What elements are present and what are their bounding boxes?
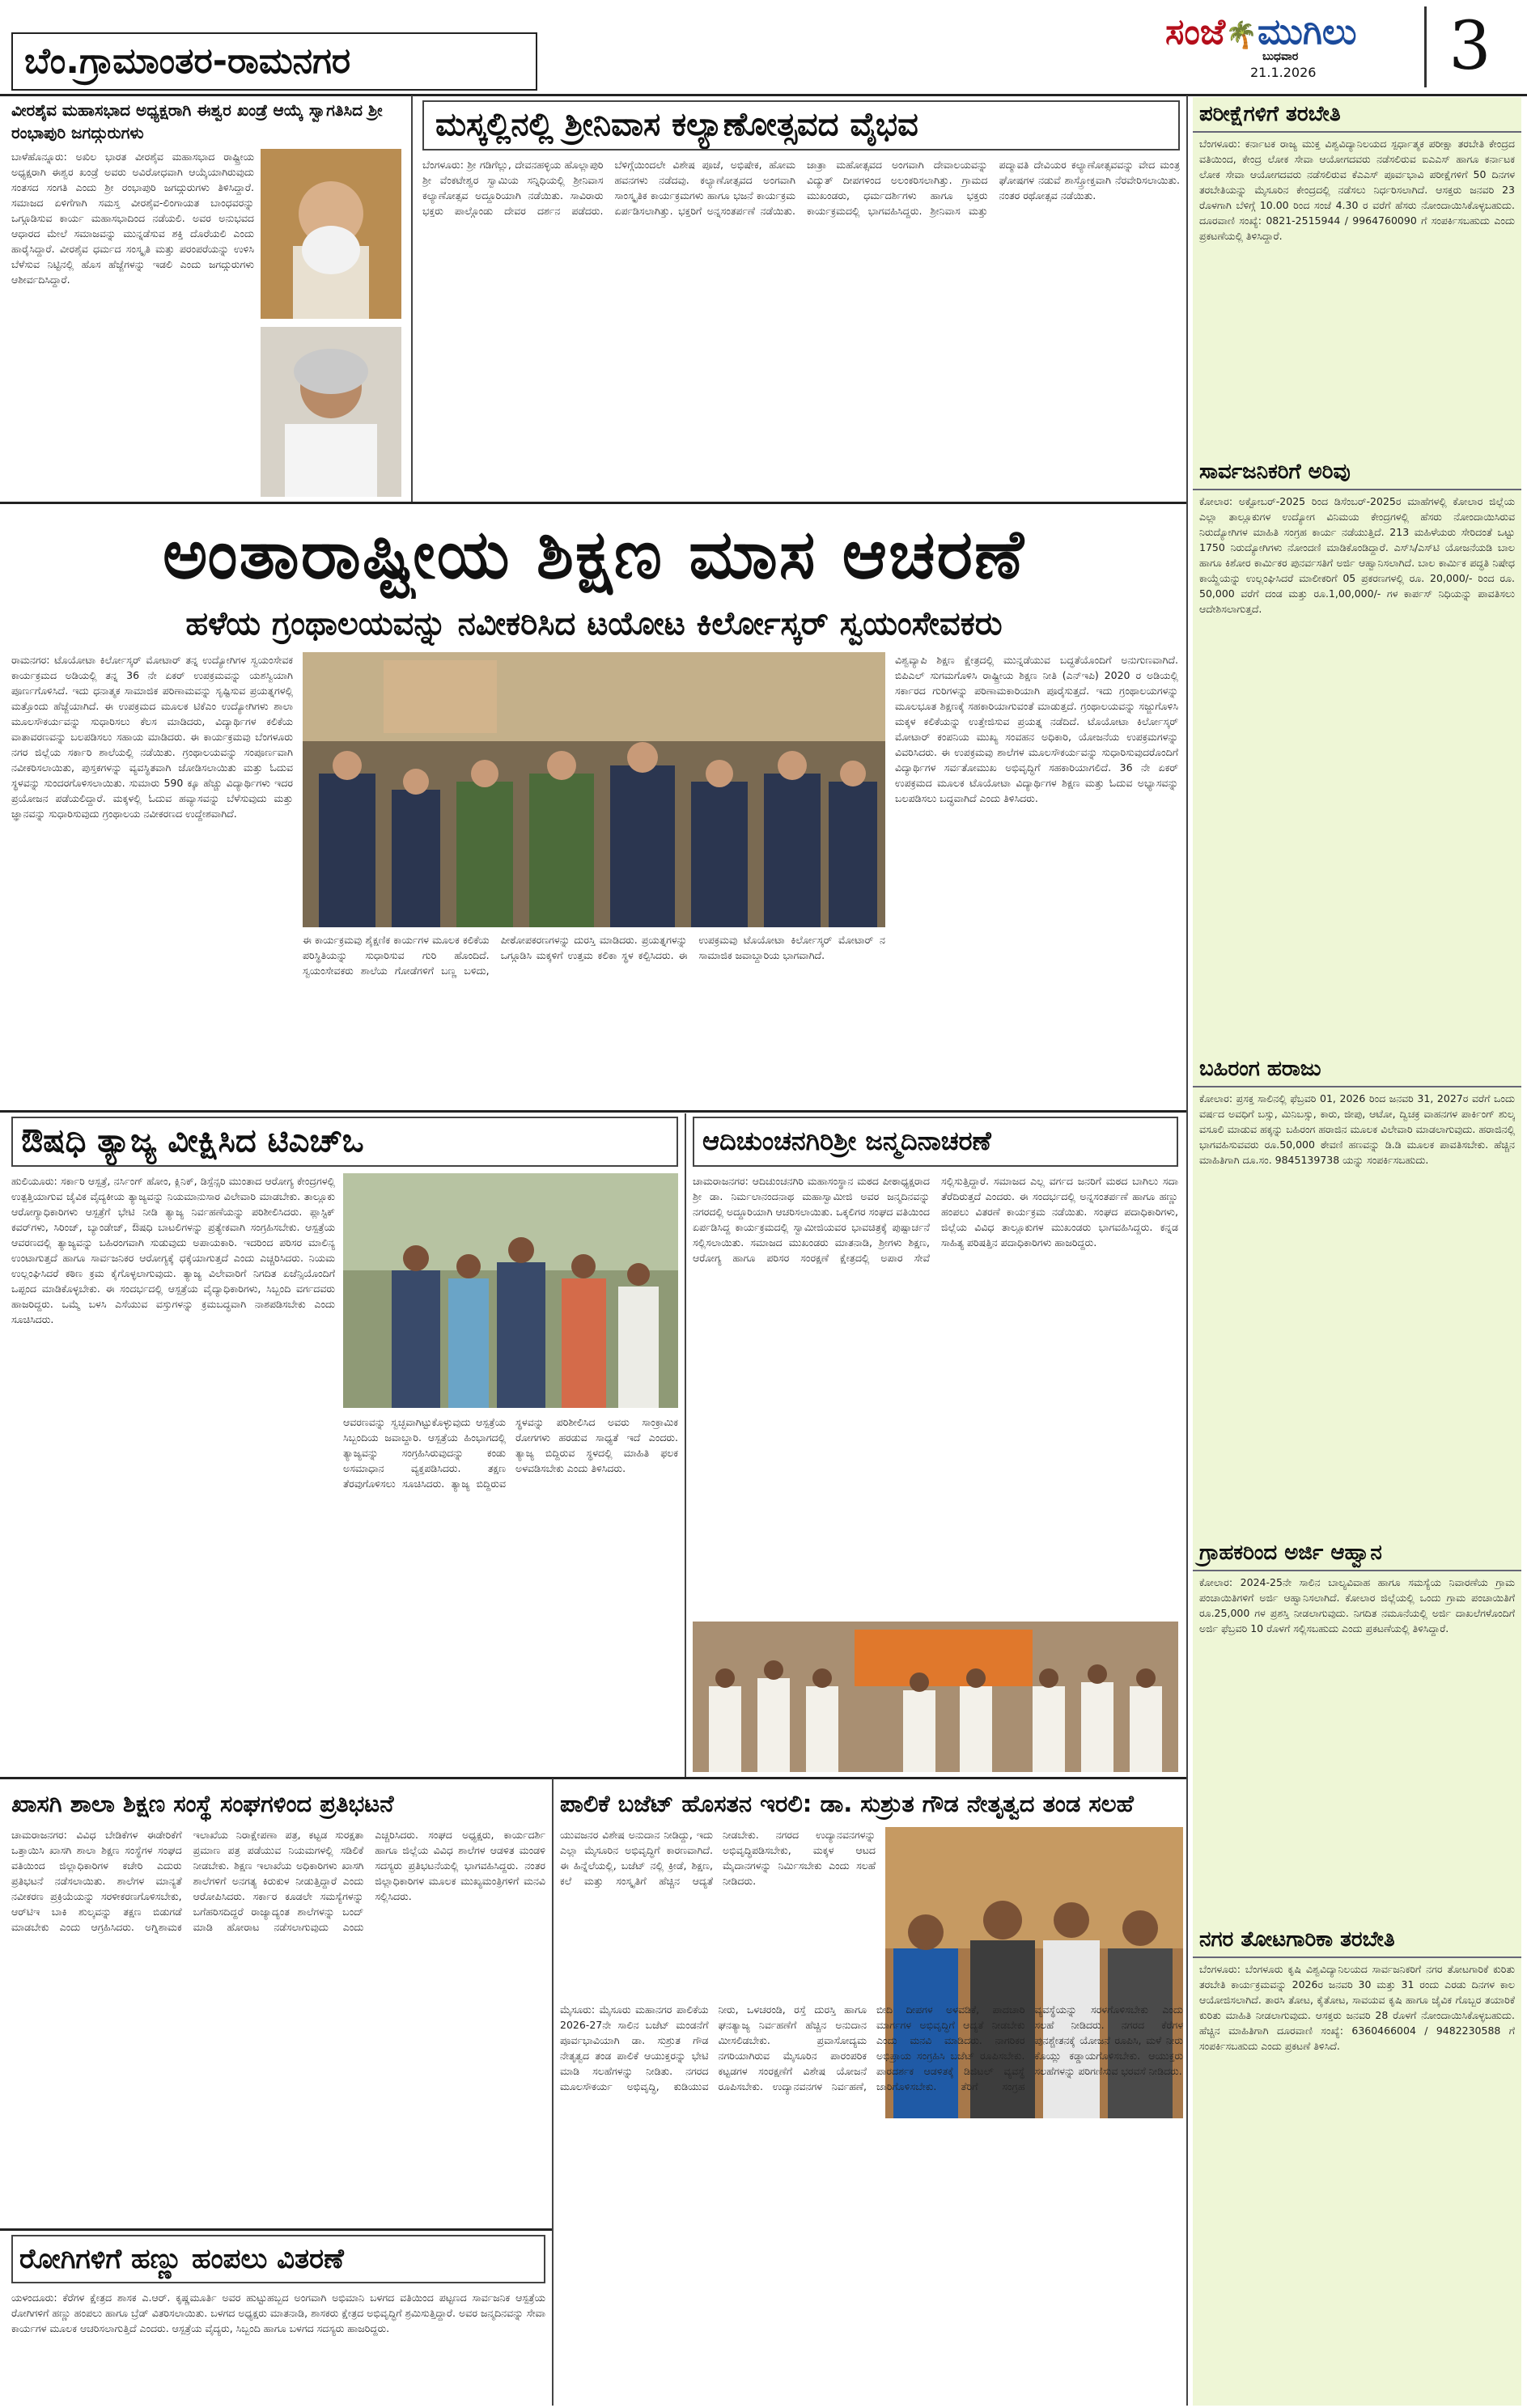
issue-day: ಬುಧವಾರ xyxy=(1262,50,1299,63)
main-body-right: ವಿಶ್ವವ್ಯಾಪಿ ಶಿಕ್ಷಣ ಕ್ಷೇತ್ರದಲ್ಲಿ ಮುನ್ನಡೆಯುವ ಬದ್ಧತೆಯೊಂದಿಗೆ ಅನುಗುಣವಾಗಿದೆ. ಬಿಪಿಎಲ್ ಸುಗಮಗೊಳಿಸಿ ರಾಷ್ಟ್ರೀಯ ಶಿಕ್ಷಣ ನೀತಿ (ಎನ್‌ಇಪಿ) 2020 ರ ಅಡಿಯಲ್ಲಿ ಸರ್ಕಾರದ ಗುರಿಗಳನ್ನು ಪರಿಣಾಮಕಾರಿಯಾಗಿ ಪೂರೈಸುತ್ತದೆ. ಇದು ಗ್ರಂಥಾಲಯಗಳನ್ನು ಮೂಲಭೂತ ಶಿಕ್ಷಣಕ್ಕೆ ಸಹಕಾರಿಯಾಗುವಂತೆ ಮಾಡುತ್ತದೆ. ಗ್ರಂಥಾಲಯವನ್ನು ಸಜ್ಜುಗೊಳಿಸಿ ಮಕ್ಕಳ ಕಲಿಕೆಯನ್ನು ಉತ್ತೇಜಿಸುವ ಪ್ರಯತ್ನ ನಡೆದಿದೆ. ಟೊಯೋಟಾ ಕಿರ್ಲೋಸ್ಕರ್ ಮೋಟಾರ್ ಕಂಪನಿಯ ಮುಖ್ಯ ಸಂವಹನ ಅಧಿಕಾರಿ, ಯೋಜನೆಯ ಉಪಕ್ರಮಗಳನ್ನು ವಿವರಿಸಿದರು. ಈ ಉಪಕ್ರಮವು ಶಾಲೆಗಳ ಮೂಲಸೌಕರ್ಯವನ್ನು ಸುಧಾರಿಸುವುದರೊಂದಿಗೆ ವಿದ್ಯಾರ್ಥಿಗಳ ಸರ್ವತೋಮುಖ ಅಭಿವೃದ್ಧಿಗೆ ಸಹಕಾರಿಯಾಗಲಿದೆ. 36 ನೇ ಏಕರ್ ಉಪಕ್ರಮದ ಮೂಲಕ ಟೊಯೋಟಾ ವಿದ್ಯಾರ್ಥಿಗಳ ಶಿಕ್ಷಣ ಮತ್ತು ಓದುವ ಅಭ್ಯಾಸವನ್ನು ಬಲಪಡಿಸಲು ಬದ್ಧವಾಗಿದೆ ಎಂದು ತಿಳಿಸಿದರು. xyxy=(895,654,1178,804)
main-headline: ಅಂತಾರಾಷ್ಟ್ರೀಯ ಶಿಕ್ಷಣ ಮಾಸ ಆಚರಣೆ xyxy=(162,515,1026,594)
fruits-body: ಯಳಂದೂರು: ಕೆರೆಗಳ ಕ್ಷೇತ್ರದ ಶಾಸಕ ಎ.ಆರ್. ಕೃಷ್ಣಮೂರ್ತಿ ಅವರ ಹುಟ್ಟುಹಬ್ಬದ ಅಂಗವಾಗಿ ಅಭಿಮಾನಿ ಬಳಗದ ವತಿಯಿಂದ ಪಟ್ಟಣದ ಸಾರ್ವಜನಿಕ ಆಸ್ಪತ್ರೆಯ ರೋಗಿಗಳಿಗೆ ಹಣ್ಣು ಹಂಪಲು ಹಾಗೂ ಬ್ರೆಡ್ ವಿತರಿಸಲಾಯಿತು. ಬಳಗದ ಅಧ್ಯಕ್ಷರು ಮಾತನಾಡಿ, ಶಾಸಕರು ಕ್ಷೇತ್ರದ ಅಭಿವೃದ್ಧಿಗೆ ಶ್ರಮಿಸುತ್ತಿದ್ದಾರೆ. ಅವರ ಜನ್ಮದಿನವನ್ನು ಸೇವಾ ಕಾರ್ಯಗಳ ಮೂಲಕ ಆಚರಿಸಲಾಗುತ್ತಿದೆ ಎಂದರು. ಆಸ್ಪತ್ರೆಯ ವೈದ್ಯರು, ಸಿಬ್ಬಂದಿ ಹಾಗೂ ಬಳಗದ ಸದಸ್ಯರು ಹಾಜರಿದ್ದರು. xyxy=(11,2291,545,2334)
students-group-photo xyxy=(303,652,885,927)
section-rule xyxy=(0,1777,1186,1779)
auction-heading: ಬಹಿರಂಗ ಹರಾಜು xyxy=(1193,1055,1521,1087)
fruits-headline: ರೋಗಿಗಳಿಗೆ ಹಣ್ಣು ಹಂಪಲು ವಿತರಣೆ xyxy=(11,2235,545,2283)
header-rule xyxy=(0,94,1527,96)
budget-body: ಮೈಸೂರು: ಮೈಸೂರು ಮಹಾನಗರ ಪಾಲಿಕೆಯ 2026-27ನೇ ಸಾಲಿನ ಬಜೆಟ್ ಮಂಡನೆಗೆ ಪೂರ್ವಭಾವಿಯಾಗಿ ಡಾ. ಸುಶ್ರುತ ಗೌಡ ನೇತೃತ್ವದ ತಂಡ ಪಾಲಿಕೆ ಆಯುಕ್ತರನ್ನು ಭೇಟಿ ಮಾಡಿ ಸಲಹೆಗಳನ್ನು ನೀಡಿತು. ನಗರದ ಮೂಲಸೌಕರ್ಯ ಅಭಿವೃದ್ಧಿ, ಕುಡಿಯುವ ನೀರು, ಒಳಚರಂಡಿ, ರಸ್ತೆ ದುರಸ್ತಿ ಹಾಗೂ ಘನತ್ಯಾಜ್ಯ ನಿರ್ವಹಣೆಗೆ ಹೆಚ್ಚಿನ ಅನುದಾನ ಮೀಸಲಿಡಬೇಕು. ಪ್ರವಾಸೋದ್ಯಮ ನಗರಿಯಾಗಿರುವ ಮೈಸೂರಿನ ಪಾರಂಪರಿಕ ಕಟ್ಟಡಗಳ ಸಂರಕ್ಷಣೆಗೆ ವಿಶೇಷ ಯೋಜನೆ ರೂಪಿಸಬೇಕು. ಉದ್ಯಾನವನಗಳ ನಿರ್ವಹಣೆ, ಬೀದಿ ದೀಪಗಳ ಅಳವಡಿಕೆ, ಪಾದಚಾರಿ ಮಾರ್ಗಗಳ ಅಭಿವೃದ್ಧಿಗೆ ಆದ್ಯತೆ ನೀಡಬೇಕು ಎಂದು ಮನವಿ ಮಾಡಿದರು. ನಾಗರಿಕರ ಅಭಿಪ್ರಾಯ ಸಂಗ್ರಹಿಸಿ ಬಜೆಟ್ ರೂಪಿಸಬೇಕು. ಪಾರದರ್ಶಕ ಆಡಳಿತಕ್ಕೆ ಡಿಜಿಟಲ್ ವ್ಯವಸ್ಥೆ ಜಾರಿಗೊಳಿಸಬೇಕು. ತೆರಿಗೆ ಸಂಗ್ರಹ ವ್ಯವಸ್ಥೆಯನ್ನು ಸರಳಗೊಳಿಸಬೇಕು ಎಂದು ಸಲಹೆ ನೀಡಿದರು. ನಗರದ ಕೆರೆಗಳ ಪುನಶ್ಚೇತನಕ್ಕೆ ಯೋಜನೆ ರೂಪಿಸಿ, ಮಳೆ ನೀರು ಕೊಯ್ಲು ಕಡ್ಡಾಯಗೊಳಿಸಬೇಕು. ಆಯುಕ್ತರು ಸಲಹೆಗಳನ್ನು ಪರಿಗಣಿಸುವ ಭರವಸೆ ನೀಡಿದರು. xyxy=(560,2003,1183,2092)
horticulture-heading: ನಗರ ತೋಟಗಾರಿಕಾ ತರಬೇತಿ xyxy=(1193,1926,1521,1958)
training-body: ಬೆಂಗಳೂರು: ಕರ್ನಾಟಕ ರಾಜ್ಯ ಮುಕ್ತ ವಿಶ್ವವಿದ್ಯಾನಿಲಯದ ಸ್ಪರ್ಧಾತ್ಮಕ ಪರೀಕ್ಷಾ ತರಬೇತಿ ಕೇಂದ್ರದ ವತಿಯಿಂದ, ಕೇಂದ್ರ ಲೋಕ ಸೇವಾ ಆಯೋಗದವರು ನಡೆಸಲಿರುವ ಐಎಎಸ್ ಹಾಗೂ ಕರ್ನಾಟಕ ಲೋಕ ಸೇವಾ ಆಯೋಗದವರು ನಡೆಸಲಿರುವ ಕೆಎಎಸ್ ಪೂರ್ವಭಾವಿ ಪರೀಕ್ಷೆಗಳಿಗೆ 50 ದಿನಗಳ ತರಬೇತಿಯನ್ನು ಮೈಸೂರಿನ ಕೇಂದ್ರದಲ್ಲಿ ನಡೆಸಲು ನಿರ್ಧರಿಸಲಾಗಿದೆ. ಆಸಕ್ತರು ಜನವರಿ 23 ರೊಳಗಾಗಿ ಬೆಳಿಗ್ಗೆ 10.00 ರಿಂದ ಸಂಜೆ 4.30 ರ ವರೆಗೆ ಹೆಸರು ನೋಂದಾಯಿಸಿಕೊಳ್ಳಬಹುದು. ದೂರವಾಣಿ ಸಂಖ್ಯೆ: 0821-2515944 / 9964760090 ಗೆ ಸಂಪರ್ಕಿಸಬಹುದು ಎಂದು ಪ್ರಕಟಣೆಯಲ್ಲಿ ತಿಳಿಸಿದ್ದಾರೆ. xyxy=(1199,138,1515,242)
logo-part1: ಸಂಜೆ xyxy=(1165,11,1226,53)
main-body-bottom: ಈ ಕಾರ್ಯಕ್ರಮವು ಶೈಕ್ಷಣಿಕ ಕಾರ್ಯಗಳ ಮೂಲಕ ಕಲಿಕೆಯ ಪರಿಸ್ಥಿತಿಯನ್ನು ಸುಧಾರಿಸುವ ಗುರಿ ಹೊಂದಿದೆ. ಸ್ವಯಂಸೇವಕರು ಶಾಲೆಯ ಗೋಡೆಗಳಿಗೆ ಬಣ್ಣ ಬಳಿದು, ಪೀಠೋಪಕರಣಗಳನ್ನು ದುರಸ್ತಿ ಮಾಡಿದರು. ಪ್ರಯತ್ನಗಳನ್ನು ಒಗ್ಗೂಡಿಸಿ ಮಕ್ಕಳಿಗೆ ಉತ್ತಮ ಕಲಿಕಾ ಸ್ಥಳ ಕಲ್ಪಿಸಿದರು. ಈ ಉಪಕ್ರಮವು ಟೊಯೋಟಾ ಕಿರ್ಲೋಸ್ಕರ್ ಮೋಟಾರ್ ನ ಸಾಮಾಜಿಕ ಜವಾಬ್ದಾರಿಯ ಭಾಗವಾಗಿದೆ. xyxy=(303,934,885,977)
logo-part2: ಮುಗಿಲು xyxy=(1258,11,1357,53)
tho-body: ಹುಲಿಯೂರು: ಸರ್ಕಾರಿ ಆಸ್ಪತ್ರೆ, ನರ್ಸಿಂಗ್ ಹೋಂ, ಕ್ಲಿನಿಕ್, ಡಿಸ್ಪೆನ್ಸರಿ ಮುಂತಾದ ಆರೋಗ್ಯ ಕೇಂದ್ರಗಳಲ್ಲಿ ಉತ್ಪತ್ತಿಯಾಗುವ ಜೈವಿಕ ವೈದ್ಯಕೀಯ ತ್ಯಾಜ್ಯವನ್ನು ನಿಯಮಾನುಸಾರ ವಿಲೇವಾರಿ ಮಾಡಬೇಕು. ತಾಲ್ಲೂಕು ಆರೋಗ್ಯಾಧಿಕಾರಿಗಳು ಆಸ್ಪತ್ರೆಗೆ ಭೇಟಿ ನೀಡಿ ತ್ಯಾಜ್ಯ ನಿರ್ವಹಣೆಯನ್ನು ಪರಿಶೀಲಿಸಿದರು. ಪ್ಲಾಸ್ಟಿಕ್ ಕವರ್‌ಗಳು, ಸಿರಿಂಜ್, ಬ್ಯಾಂಡೇಜ್, ಔಷಧಿ ಬಾಟಲಿಗಳನ್ನು ಪ್ರತ್ಯೇಕವಾಗಿ ಸಂಗ್ರಹಿಸಬೇಕು. ಆಸ್ಪತ್ರೆಯ ಆವರಣದಲ್ಲಿ ತ್ಯಾಜ್ಯವನ್ನು ಬಹಿರಂಗವಾಗಿ ಸುಡುವುದು ಅಪಾಯಕಾರಿ. ಇದರಿಂದ ಪರಿಸರ ಮಾಲಿನ್ಯ ಉಂಟಾಗುತ್ತದೆ ಹಾಗೂ ಸಾರ್ವಜನಿಕರ ಆರೋಗ್ಯಕ್ಕೆ ಧಕ್ಕೆಯಾಗುತ್ತದೆ ಎಂದು ಎಚ್ಚರಿಸಿದರು. ನಿಯಮ ಉಲ್ಲಂಘಿಸಿದರೆ ಕಠಿಣ ಕ್ರಮ ಕೈಗೊಳ್ಳಲಾಗುವುದು. ತ್ಯಾಜ್ಯ ವಿಲೇವಾರಿಗೆ ನಿಗದಿತ ಏಜೆನ್ಸಿಯೊಂದಿಗೆ ಒಪ್ಪಂದ ಮಾಡಿಕೊಳ್ಳಬೇಕು. ಈ ಸಂದರ್ಭದಲ್ಲಿ ಆಸ್ಪತ್ರೆಯ ವೈದ್ಯಾಧಿಕಾರಿಗಳು, ಸಿಬ್ಬಂದಿ ವರ್ಗದವರು ಹಾಜರಿದ್ದರು. ಒಮ್ಮೆ ಬಳಸಿ ಎಸೆಯುವ ವಸ್ತುಗಳನ್ನು ಕ್ರಮಬದ್ಧವಾಗಿ ನಾಶಪಡಿಸಬೇಕು ಎಂದು ಸೂಚಿಸಿದರು. xyxy=(11,1175,335,1325)
column-divider xyxy=(552,1778,554,2406)
srinivasa-headline: ಮಸ್ಕಲ್ಲಿನಲ್ಲಿ ಶ್ರೀನಿವಾಸ ಕಲ್ಯಾಣೋತ್ಸವದ ವೈಭವ xyxy=(422,100,1180,150)
adichunchanagiri-body: ಚಾಮರಾಜನಗರ: ಆದಿಚುಂಚನಗಿರಿ ಮಹಾಸಂಸ್ಥಾನ ಮಠದ ಪೀಠಾಧ್ಯಕ್ಷರಾದ ಶ್ರೀ ಡಾ. ನಿರ್ಮಲಾನಂದನಾಥ ಮಹಾಸ್ವಾಮೀಜಿ ಅವರ ಜನ್ಮದಿನವನ್ನು ನಗರದಲ್ಲಿ ಅದ್ದೂರಿಯಾಗಿ ಆಚರಿಸಲಾಯಿತು. ಒಕ್ಕಲಿಗರ ಸಂಘದ ವತಿಯಿಂದ ಏರ್ಪಡಿಸಿದ್ದ ಕಾರ್ಯಕ್ರಮದಲ್ಲಿ ಸ್ವಾಮೀಜಿಯವರ ಭಾವಚಿತ್ರಕ್ಕೆ ಪುಷ್ಪಾರ್ಚನೆ ಸಲ್ಲಿಸಲಾಯಿತು. ಸಮಾಜದ ಮುಖಂಡರು ಮಾತನಾಡಿ, ಶ್ರೀಗಳು ಶಿಕ್ಷಣ, ಆರೋಗ್ಯ ಹಾಗೂ ಪರಿಸರ ಸಂರಕ್ಷಣೆ ಕ್ಷೇತ್ರದಲ್ಲಿ ಅಪಾರ ಸೇವೆ ಸಲ್ಲಿಸುತ್ತಿದ್ದಾರೆ. ಸಮಾಜದ ಎಲ್ಲ ವರ್ಗದ ಜನರಿಗೆ ಮಠದ ಬಾಗಿಲು ಸದಾ ತೆರೆದಿರುತ್ತದೆ ಎಂದರು. ಈ ಸಂದರ್ಭದಲ್ಲಿ ಅನ್ನಸಂತರ್ಪಣೆ ಹಾಗೂ ಹಣ್ಣು ಹಂಪಲು ವಿತರಣೆ ಕಾರ್ಯಕ್ರಮ ನಡೆಯಿತು. ಸಂಘದ ಪದಾಧಿಕಾರಿಗಳು, ಜಿಲ್ಲೆಯ ವಿವಿಧ ತಾಲ್ಲೂಕುಗಳ ಮುಖಂಡರು ಭಾಗವಹಿಸಿದ್ದರು. ಕನ್ನಡ ಸಾಹಿತ್ಯ ಪರಿಷತ್ತಿನ ಪದಾಧಿಕಾರಿಗಳು ಹಾಜರಿದ್ದರು. xyxy=(693,1175,1178,1264)
horticulture-body: ಬೆಂಗಳೂರು: ಬೆಂಗಳೂರು ಕೃಷಿ ವಿಶ್ವವಿದ್ಯಾನಿಲಯದ ಸಾರ್ವಜನಿಕರಿಗೆ ನಗರ ತೋಟಗಾರಿಕೆ ಕುರಿತು ತರಬೇತಿ ಕಾರ್ಯಕ್ರಮವನ್ನು 2026ರ ಜನವರಿ 30 ಮತ್ತು 31 ರಂದು ಎರಡು ದಿನಗಳ ಕಾಲ ಆಯೋಜಿಸಲಾಗಿದೆ. ತಾರಸಿ ತೋಟ, ಕೈತೋಟ, ಸಾವಯವ ಕೃಷಿ ಹಾಗೂ ಜೈವಿಕ ಗೊಬ್ಬರ ತಯಾರಿಕೆ ಕುರಿತು ಮಾಹಿತಿ ನೀಡಲಾಗುವುದು. ಆಸಕ್ತರು ಜನವರಿ 28 ರೊಳಗೆ ನೋಂದಾಯಿಸಿಕೊಳ್ಳಬಹುದು. ಹೆಚ್ಚಿನ ಮಾಹಿತಿಗಾಗಿ ದೂರವಾಣಿ ಸಂಖ್ಯೆ: 6360466004 / 9482230588 ಗೆ ಸಂಪರ್ಕಿಸಬಹುದು ಎಂದು ಪ್ರಕಟಣೆ ತಿಳಿಸಿದೆ. xyxy=(1199,1963,1515,2052)
auction-body: ಕೋಲಾರ: ಪ್ರಸಕ್ತ ಸಾಲಿನಲ್ಲಿ ಫೆಬ್ರವರಿ 01, 2026 ರಿಂದ ಜನವರಿ 31, 2027ರ ವರೆಗೆ ಒಂದು ವರ್ಷದ ಅವಧಿಗೆ ಬಸ್ಸು, ಮಿನಿಬಸ್ಸು, ಕಾರು, ಜೀಪು, ಆಟೋ, ದ್ವಿಚಕ್ರ ವಾಹನಗಳ ಪಾರ್ಕಿಂಗ್ ಶುಲ್ಕ ವಸೂಲಿ ಮಾಡುವ ಹಕ್ಕನ್ನು ಬಹಿರಂಗ ಹರಾಜಿನ ಮೂಲಕ ವಿಲೇವಾರಿ ಮಾಡಲಾಗುವುದು. ಹರಾಜಿನಲ್ಲಿ ಭಾಗವಹಿಸುವವರು ರೂ.50,000 ಠೇವಣಿ ಹಣವನ್ನು ಡಿ.ಡಿ ಮೂಲಕ ಪಾವತಿಸಬೇಕು. ಹೆಚ್ಚಿನ ಮಾಹಿತಿಗಾಗಿ ದೂ.ಸಂ. 9845139738 ಯನ್ನು ಸಂಪರ್ಕಿಸಬಹುದು. xyxy=(1199,1092,1515,1166)
tho-body-2: ಆವರಣವನ್ನು ಸ್ವಚ್ಛವಾಗಿಟ್ಟುಕೊಳ್ಳುವುದು ಆಸ್ಪತ್ರೆಯ ಸಿಬ್ಬಂದಿಯ ಜವಾಬ್ದಾರಿ. ಆಸ್ಪತ್ರೆಯ ಹಿಂಭಾಗದಲ್ಲಿ ತ್ಯಾಜ್ಯವನ್ನು ಸಂಗ್ರಹಿಸಿರುವುದನ್ನು ಕಂಡು ಅಸಮಾಧಾನ ವ್ಯಕ್ತಪಡಿಸಿದರು. ತಕ್ಷಣ ತೆರವುಗೊಳಿಸಲು ಸೂಚಿಸಿದರು. ತ್ಯಾಜ್ಯ ಬಿದ್ದಿರುವ ಸ್ಥಳವನ್ನು ಪರಿಶೀಲಿಸಿದ ಅವರು ಸಾಂಕ್ರಾಮಿಕ ರೋಗಗಳು ಹರಡುವ ಸಾಧ್ಯತೆ ಇದೆ ಎಂದರು. ತ್ಯಾಜ್ಯ ಬಿದ್ದಿರುವ ಸ್ಥಳದಲ್ಲಿ ಮಾಹಿತಿ ಫಲಕ ಅಳವಡಿಸಬೇಕು ಎಂದು ತಿಳಿಸಿದರು. xyxy=(343,1416,678,1490)
srinivasa-body: ಬೆಂಗಳೂರು: ಶ್ರೀ ಗಡಿಗೆಲ್ಲು, ದೇವನಹಳ್ಳಿಯ ಹೊಲ್ಲಾಪುರಿ ಶ್ರೀ ವೆಂಕಟೇಶ್ವರ ಸ್ವಾಮಿಯ ಸನ್ನಿಧಿಯಲ್ಲಿ ಶ್ರೀನಿವಾಸ ಕಲ್ಯಾಣೋತ್ಸವ ಅದ್ದೂರಿಯಾಗಿ ನಡೆಯಿತು. ಸಾವಿರಾರು ಭಕ್ತರು ಪಾಲ್ಗೊಂಡು ದೇವರ ದರ್ಶನ ಪಡೆದರು. ಬೆಳಿಗ್ಗೆಯಿಂದಲೇ ವಿಶೇಷ ಪೂಜೆ, ಅಭಿಷೇಕ, ಹೋಮ ಹವನಗಳು ನಡೆದವು. ಕಲ್ಯಾಣೋತ್ಸವದ ಅಂಗವಾಗಿ ಸಾಂಸ್ಕೃತಿಕ ಕಾರ್ಯಕ್ರಮಗಳು ಹಾಗೂ ಭಜನೆ ಕಾರ್ಯಕ್ರಮ ಏರ್ಪಡಿಸಲಾಗಿತ್ತು. ಭಕ್ತರಿಗೆ ಅನ್ನಸಂತರ್ಪಣೆ ನಡೆಯಿತು. ಜಾತ್ರಾ ಮಹೋತ್ಸವದ ಅಂಗವಾಗಿ ದೇವಾಲಯವನ್ನು ವಿದ್ಯುತ್ ದೀಪಗಳಿಂದ ಅಲಂಕರಿಸಲಾಗಿತ್ತು. ಗ್ರಾಮದ ಮುಖಂಡರು, ಧರ್ಮದರ್ಶಿಗಳು ಹಾಗೂ ಭಕ್ತರು ಕಾರ್ಯಕ್ರಮದಲ್ಲಿ ಭಾಗವಹಿಸಿದ್ದರು. ಶ್ರೀನಿವಾಸ ಮತ್ತು ಪದ್ಮಾವತಿ ದೇವಿಯರ ಕಲ್ಯಾಣೋತ್ಸವವನ್ನು ವೇದ ಮಂತ್ರ ಘೋಷಗಳ ನಡುವೆ ಶಾಸ್ತ್ರೋಕ್ತವಾಗಿ ನೆರವೇರಿಸಲಾಯಿತು. ನಂತರ ರಥೋತ್ಸವ ನಡೆಯಿತು. xyxy=(422,159,1180,217)
tho-headline: ಔಷಧಿ ತ್ಯಾಜ್ಯ ವೀಕ್ಷಿಸಿದ ಟಿಎಚ್ಒ xyxy=(11,1117,678,1167)
private-school-body: ಚಾಮರಾಜನಗರ: ವಿವಿಧ ಬೇಡಿಕೆಗಳ ಈಡೇರಿಕೆಗೆ ಒತ್ತಾಯಿಸಿ ಖಾಸಗಿ ಶಾಲಾ ಶಿಕ್ಷಣ ಸಂಸ್ಥೆಗಳ ಸಂಘದ ವತಿಯಿಂದ ಜಿಲ್ಲಾಧಿಕಾರಿಗಳ ಕಚೇರಿ ಎದುರು ಪ್ರತಿಭಟನೆ ನಡೆಸಲಾಯಿತು. ಶಾಲೆಗಳ ಮಾನ್ಯತೆ ನವೀಕರಣ ಪ್ರಕ್ರಿಯೆಯನ್ನು ಸರಳೀಕರಣಗೊಳಿಸಬೇಕು, ಆರ್‌ಟಿಇ ಬಾಕಿ ಶುಲ್ಕವನ್ನು ತಕ್ಷಣ ಬಿಡುಗಡೆ ಮಾಡಬೇಕು ಎಂದು ಆಗ್ರಹಿಸಿದರು. ಅಗ್ನಿಶಾಮಕ ಇಲಾಖೆಯ ನಿರಾಕ್ಷೇಪಣಾ ಪತ್ರ, ಕಟ್ಟಡ ಸುರಕ್ಷತಾ ಪ್ರಮಾಣ ಪತ್ರ ಪಡೆಯುವ ನಿಯಮಗಳಲ್ಲಿ ಸಡಿಲಿಕೆ ನೀಡಬೇಕು. ಶಿಕ್ಷಣ ಇಲಾಖೆಯ ಅಧಿಕಾರಿಗಳು ಖಾಸಗಿ ಶಾಲೆಗಳಿಗೆ ಅನಗತ್ಯ ಕಿರುಕುಳ ನೀಡುತ್ತಿದ್ದಾರೆ ಎಂದು ಆರೋಪಿಸಿದರು. ಸರ್ಕಾರ ಕೂಡಲೇ ಸಮಸ್ಯೆಗಳನ್ನು ಬಗೆಹರಿಸದಿದ್ದರೆ ರಾಜ್ಯಾದ್ಯಂತ ಶಾಲೆಗಳನ್ನು ಬಂದ್ ಮಾಡಿ ಹೋರಾಟ ನಡೆಸಲಾಗುವುದು ಎಂದು ಎಚ್ಚರಿಸಿದರು. ಸಂಘದ ಅಧ್ಯಕ್ಷರು, ಕಾರ್ಯದರ್ಶಿ ಹಾಗೂ ಜಿಲ್ಲೆಯ ವಿವಿಧ ಶಾಲೆಗಳ ಆಡಳಿತ ಮಂಡಳಿ ಸದಸ್ಯರು ಪ್ರತಿಭಟನೆಯಲ್ಲಿ ಭಾಗವಹಿಸಿದ್ದರು. ನಂತರ ಜಿಲ್ಲಾಧಿಕಾರಿಗಳ ಮೂಲಕ ಮುಖ್ಯಮಂತ್ರಿಗಳಿಗೆ ಮನವಿ ಸಲ್ಲಿಸಿದರು. xyxy=(11,1829,545,1933)
column-divider xyxy=(1186,95,1188,2406)
column-divider xyxy=(411,95,413,502)
logo-palm-icon: 🌴 xyxy=(1225,19,1258,50)
issue-date: 21.1.2026 xyxy=(1250,65,1317,80)
page-number: 3 xyxy=(1424,6,1513,87)
adichunchanagiri-headline: ಆದಿಚುಂಚನಗಿರಿಶ್ರೀ ಜನ್ಮದಿನಾಚರಣೆ xyxy=(693,1117,1178,1167)
notice-body: ಕೋಲಾರ: ಅಕ್ಟೋಬರ್-2025 ರಿಂದ ಡಿಸೆಂಬರ್-2025ರ ಮಾಹೆಗಳಲ್ಲಿ ಕೋಲಾರ ಜಿಲ್ಲೆಯ ಎಲ್ಲಾ ತಾಲ್ಲೂಕುಗಳ ಉದ್ಯೋಗ ವಿನಿಮಯ ಕೇಂದ್ರಗಳಲ್ಲಿ ಹೆಸರು ನೋಂದಾಯಿಸಿರುವ ನಿರುದ್ಯೋಗಿಗಳ ಮಾಹಿತಿ ಸಂಗ್ರಹ ಕಾರ್ಯ ನಡೆಯುತ್ತಿದೆ. 213 ಮಹಿಳೆಯರು ಸೇರಿದಂತೆ ಒಟ್ಟು 1750 ನಿರುದ್ಯೋಗಿಗಳು ನೋಂದಣಿ ಮಾಡಿಕೊಂಡಿದ್ದಾರೆ. ಎಸ್‌ಸಿ/ಎಸ್‌ಟಿ ಯೋಜನೆಯಡಿ ಬಾಲ ಹಾಗೂ ಕಿಶೋರ ಕಾರ್ಮಿಕರ ಪುನರ್ವಸತಿಗೆ ಅರ್ಜಿ ಆಹ್ವಾನಿಸಲಾಗಿದೆ. ಬಾಲ ಕಾರ್ಮಿಕ ಪದ್ಧತಿ ನಿಷೇಧ ಕಾಯ್ದೆಯನ್ನು ಉಲ್ಲಂಘಿಸಿದರೆ ಮಾಲೀಕರಿಗೆ 05 ಪ್ರಕರಣಗಳಲ್ಲಿ ರೂ. 20,000/- ರಿಂದ ರೂ. 50,000 ವರೆಗೆ ದಂಡ ಮತ್ತು ರೂ.1,00,000/- ಗಳ ಕಾರ್ಪಸ್ ನಿಧಿಯನ್ನು ಪಾವತಿಸಲು ಆದೇಶಿಸಲಾಗುತ್ತದೆ. xyxy=(1199,495,1515,615)
section-rule xyxy=(0,2228,552,2231)
budget-body-intro: ಯುವಜನರ ವಿಶೇಷ ಅನುದಾನ ನೀಡಿದ್ದು, ಇದು ಎಲ್ಲಾ ಮೈಸೂರಿನ ಅಭಿವೃದ್ಧಿಗೆ ಕಾರಣವಾಗಿದೆ. ಈ ಹಿನ್ನೆಲೆಯಲ್ಲಿ, ಬಜೆಟ್ ನಲ್ಲಿ ಕ್ರೀಡೆ, ಶಿಕ್ಷಣ, ಕಲೆ ಮತ್ತು ಸಂಸ್ಕೃತಿಗೆ ಹೆಚ್ಚಿನ ಆದ್ಯತೆ ನೀಡಬೇಕು. ನಗರದ ಉದ್ಯಾನವನಗಳನ್ನು ಅಭಿವೃದ್ಧಿಪಡಿಸಬೇಕು, ಮಕ್ಕಳ ಆಟದ ಮೈದಾನಗಳನ್ನು ನಿರ್ಮಿಸಬೇಕು ಎಂದು ಸಲಹೆ ನೀಡಿದರು. xyxy=(560,1829,876,1887)
applications-body: ಕೋಲಾರ: 2024-25ನೇ ಸಾಲಿನ ಬಾಲ್ಯವಿವಾಹ ಹಾಗೂ ಸಮಸ್ಯೆಯ ನಿವಾರಣೆಯ ಗ್ರಾಮ ಪಂಚಾಯಿತಿಗಳಿಗೆ ಅರ್ಜಿ ಆಹ್ವಾನಿಸಲಾಗಿದೆ. ಕೋಲಾರ ಜಿಲ್ಲೆಯಲ್ಲಿ ಒಂದು ಗ್ರಾಮ ಪಂಚಾಯಿತಿಗೆ ರೂ.25,000 ಗಳ ಪ್ರಶಸ್ತಿ ನೀಡಲಾಗುವುದು. ನಿಗದಿತ ನಮೂನೆಯಲ್ಲಿ ಅರ್ಜಿ ದಾಖಲೆಗಳೊಂದಿಗೆ ಅರ್ಜಿ ಫೆಬ್ರವರಿ 10 ರೊಳಗೆ ಸಲ್ಲಿಸಬಹುದು ಎಂದು ಪ್ರಕಟಣೆಯಲ್ಲಿ ತಿಳಿಸಿದ್ದಾರೆ. xyxy=(1199,1576,1515,1634)
tho-inspection-photo xyxy=(343,1173,678,1408)
applications-heading: ಗ್ರಾಹಕರಿಂದ ಅರ್ಜಿ ಆಹ್ವಾನ xyxy=(1193,1539,1521,1571)
veerashaiva-body: ಬಾಳೆಹೊನ್ನೂರು: ಅಖಿಲ ಭಾರತ ವೀರಶೈವ ಮಹಾಸಭಾದ ರಾಷ್ಟ್ರೀಯ ಅಧ್ಯಕ್ಷರಾಗಿ ಈಶ್ವರ ಖಂಡ್ರೆ ಅವರು ಅವಿರೋಧವಾಗಿ ಆಯ್ಕೆಯಾಗಿರುವುದು ಸಂತಸದ ಸಂಗತಿ ಎಂದು ಶ್ರೀ ರಂಭಾಪುರಿ ಜಗದ್ಗುರುಗಳು ತಿಳಿಸಿದ್ದಾರೆ. ಸಮಾಜದ ಏಳಿಗೆಗಾಗಿ ಸಮಸ್ತ ವೀರಶೈವ-ಲಿಂಗಾಯತ ಬಾಂಧವರನ್ನು ಒಗ್ಗೂಡಿಸುವ ಕಾರ್ಯ ಮಹಾಸಭಾದಿಂದ ನಡೆಯಲಿ. ಅವರ ಅನುಭವದ ಆಧಾರದ ಮೇಲೆ ಸಮಾಜವನ್ನು ಮುನ್ನಡೆಸುವ ಶಕ್ತಿ ದೊರೆಯಲಿ ಎಂದು ಹಾರೈಸಿದ್ದಾರೆ. ವೀರಶೈವ ಧರ್ಮದ ಸಂಸ್ಕೃತಿ ಮತ್ತು ಪರಂಪರೆಯನ್ನು ಉಳಿಸಿ ಬೆಳೆಸುವ ನಿಟ್ಟಿನಲ್ಲಿ ಹೊಸ ಹೆಜ್ಜೆಗಳನ್ನು ಇಡಲಿ ಎಂದು ಜಗದ್ಗುರುಗಳು ಆಶೀರ್ವದಿಸಿದ್ದಾರೆ. xyxy=(11,150,254,286)
main-body-left: ರಾಮನಗರ: ಟೊಯೋಟಾ ಕಿರ್ಲೋಸ್ಕರ್ ಮೋಟಾರ್ ತನ್ನ ಉದ್ಯೋಗಿಗಳ ಸ್ವಯಂಸೇವಕ ಕಾರ್ಯಕ್ರಮದ ಅಡಿಯಲ್ಲಿ ತನ್ನ 36 ನೇ ಏಕರ್ ಉಪಕ್ರಮವನ್ನು ಯಶಸ್ವಿಯಾಗಿ ಪೂರ್ಣಗೊಳಿಸಿದೆ. ಇದು ಧನಾತ್ಮಕ ಸಾಮಾಜಿಕ ಪರಿಣಾಮವನ್ನು ಸೃಷ್ಟಿಸುವ ಪ್ರಯತ್ನಗಳಲ್ಲಿ ಮತ್ತೊಂದು ಹೆಜ್ಜೆಯಾಗಿದೆ. ಈ ಉಪಕ್ರಮದ ಮೂಲಕ ಟಿಕೆಎಂ ಉದ್ಯೋಗಿಗಳು ಶಾಲಾ ಮೂಲಸೌಕರ್ಯವನ್ನು ಸುಧಾರಿಸಲು ಕೆಲಸ ಮಾಡಿದರು, ವಿದ್ಯಾರ್ಥಿಗಳ ಕಲಿಕೆಯ ವಾತಾವರಣವನ್ನು ಬಲಪಡಿಸಲು ಸಹಾಯ ಮಾಡಿದರು. ಈ ಕಾರ್ಯಕ್ರಮವು ಬೆಂಗಳೂರು ನಗರ ಜಿಲ್ಲೆಯ ಸರ್ಕಾರಿ ಶಾಲೆಯಲ್ಲಿ ನಡೆಯಿತು. ಗ್ರಂಥಾಲಯವನ್ನು ಸಂಪೂರ್ಣವಾಗಿ ನವೀಕರಿಸಲಾಯಿತು, ಪುಸ್ತಕಗಳನ್ನು ವ್ಯವಸ್ಥಿತವಾಗಿ ಜೋಡಿಸಲಾಯಿತು ಮತ್ತು ಓದುವ ಸ್ಥಳವನ್ನು ಸುಂದರಗೊಳಿಸಲಾಯಿತು. ಸುಮಾರು 590 ಕ್ಕೂ ಹೆಚ್ಚು ವಿದ್ಯಾರ್ಥಿಗಳು ಇದರ ಪ್ರಯೋಜನ ಪಡೆಯಲಿದ್ದಾರೆ. ಮಕ್ಕಳಲ್ಲಿ ಓದುವ ಹವ್ಯಾಸವನ್ನು ಬೆಳೆಸುವುದು ಮತ್ತು ಜ್ಞಾನವನ್ನು ಸುಧಾರಿಸುವುದು ಗ್ರಂಥಾಲಯ ನವೀಕರಣದ ಉದ್ದೇಶವಾಗಿದೆ. xyxy=(11,654,293,820)
section-rule xyxy=(0,502,1186,504)
budget-headline: ಪಾಲಿಕೆ ಬಜೆಟ್ ಹೊಸತನ ಇರಲಿ: ಡಾ. ಸುಶ್ರುತ ಗೌಡ ನೇತೃತ್ವದ ತಂಡ ಸಲಹೆ xyxy=(560,1790,1134,1817)
main-subhead: ಹಳೆಯ ಗ್ರಂಥಾಲಯವನ್ನು ನವೀಕರಿಸಿದ ಟಯೋಟ ಕಿರ್ಲೋಸ್ಕರ್ ಸ್ವಯಂಸೇವಕರು xyxy=(185,605,1003,642)
khandre-photo xyxy=(261,327,401,497)
private-school-headline: ಖಾಸಗಿ ಶಾಲಾ ಶಿಕ್ಷಣ ಸಂಸ್ಥೆ ಸಂಘಗಳಿಂದ ಪ್ರತಿಭಟನೆ xyxy=(11,1790,394,1817)
birthday-event-photo xyxy=(693,1622,1178,1772)
section-rule xyxy=(0,1110,1186,1113)
swamiji-photo xyxy=(261,149,401,319)
veerashaiva-headline: ವೀರಶೈವ ಮಹಾಸಭಾದ ಅಧ್ಯಕ್ಷರಾಗಿ ಈಶ್ವರ ಖಂಡ್ರೆ ಆಯ್ಕೆ ಸ್ವಾಗತಿಸಿದ ಶ್ರೀ ರಂಭಾಪುರಿ ಜಗದ್ಗುರುಗಳು xyxy=(11,100,383,142)
column-divider xyxy=(685,1113,686,1777)
notice-heading: ಸಾರ್ವಜನಿಕರಿಗೆ ಅರಿವು xyxy=(1193,458,1521,490)
training-heading: ಪರೀಕ್ಷೆಗಳಿಗೆ ತರಬೇತಿ xyxy=(1193,100,1521,133)
section-title: ಬೆಂ.ಗ್ರಾಮಾಂತರ-ರಾಮನಗರ xyxy=(11,32,537,91)
